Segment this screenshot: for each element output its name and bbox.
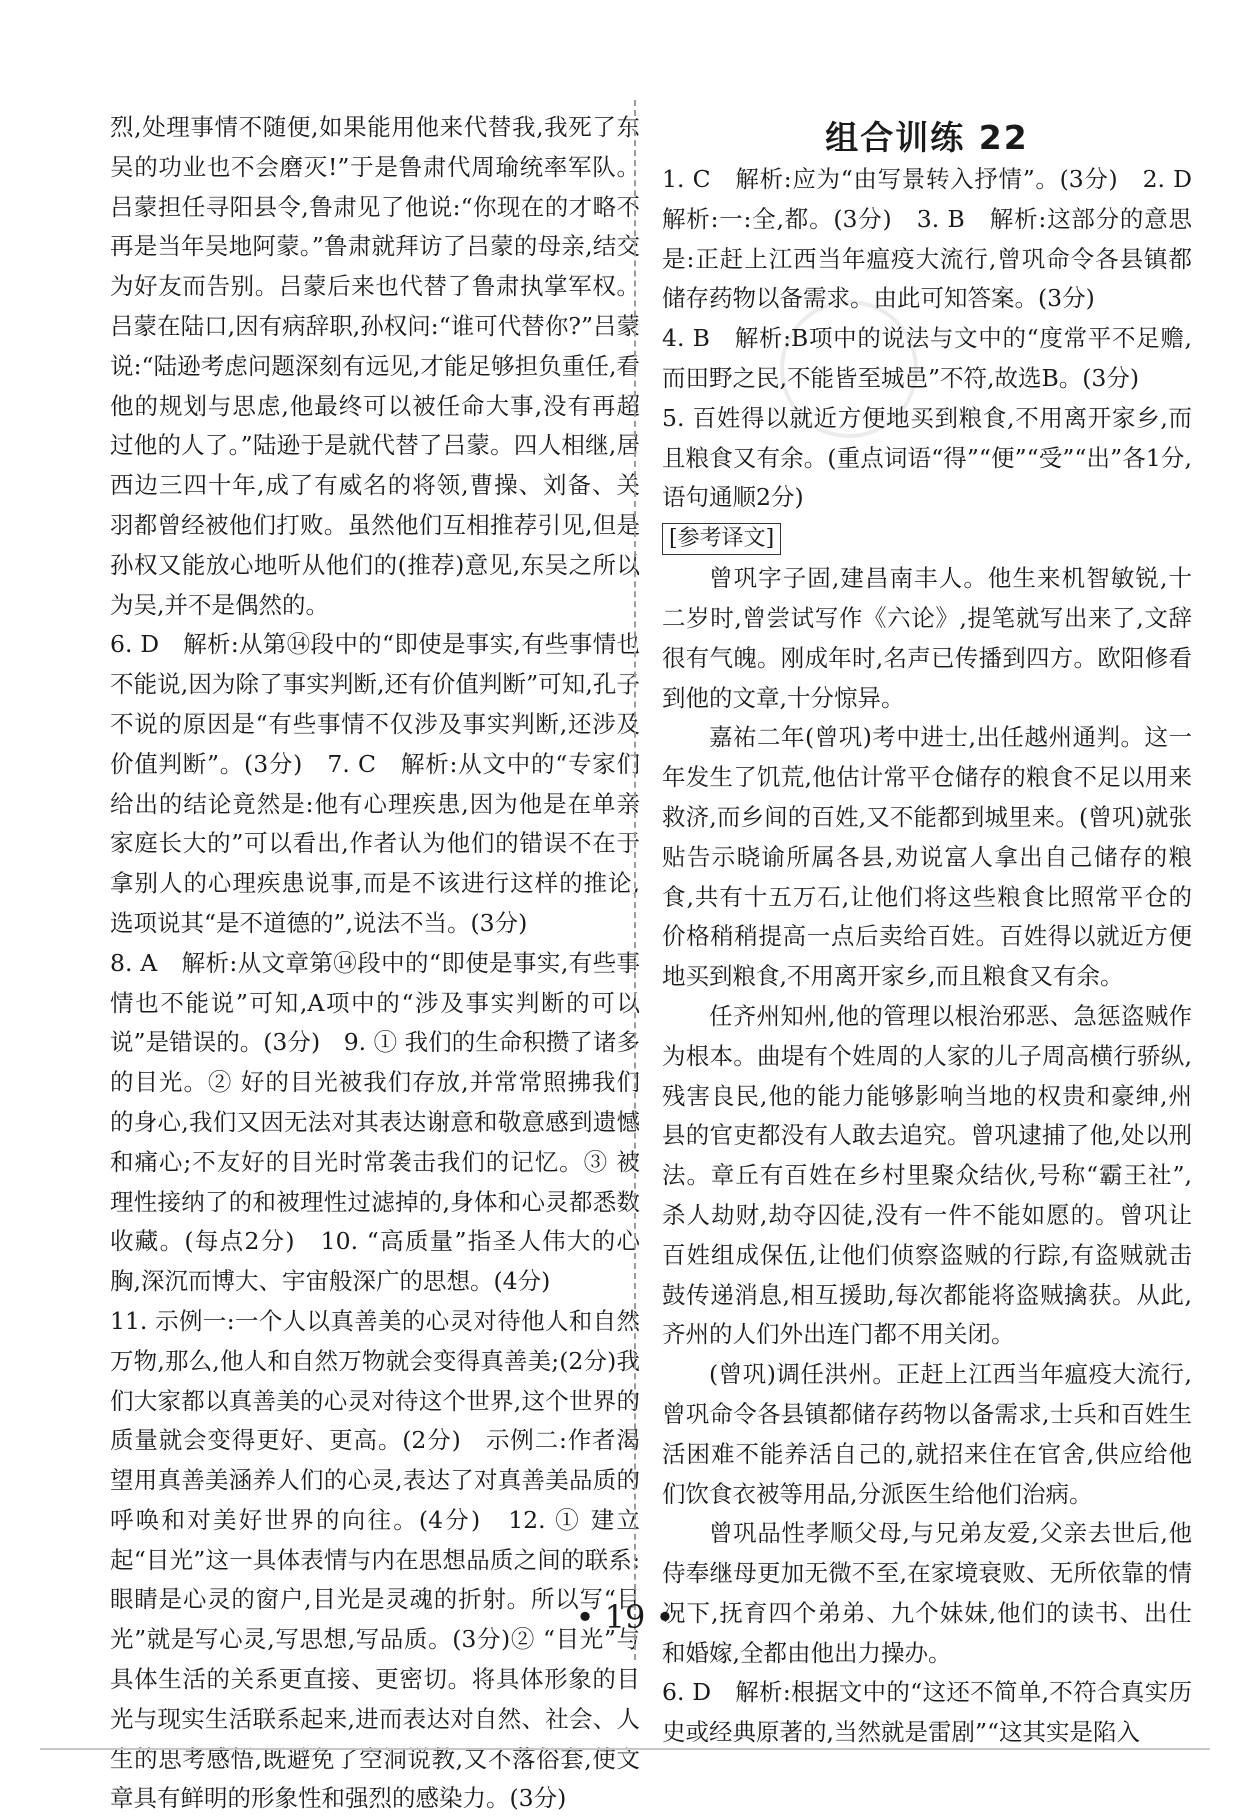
translation-paragraph: 嘉祐二年(曾巩)考中进士,出任越州通判。这一年发生了饥荒,他估计常平仓储存的粮食不足以用来救济,而乡间的百姓,又不能都到城里来。(曾巩)就张贴告示晓谕所属各县,劝说富人拿出自己储存的粮食,共有十五万石,让他们将这些粮食比照常平仓的价格稍稍提高一点后卖给百姓。百姓得以就近方便地买到粮食,不用离开家乡,而且粮食又有余。 bbox=[662, 723, 1192, 991]
left-paragraph: 烈,处理事情不随便,如果能用他来代替我,我死了东吴的功业也不会磨灭!”于是鲁肃代周瑜统率军队。吕蒙担任寻阳县令,鲁肃见了他说:“你现在的才略不再是当年吴地阿蒙。”鲁肃就拜访了吕蒙的母亲,结交为好友而告别。吕蒙后来也代替了鲁肃执掌军权。吕蒙在陆口,因有病辞职,孙权问:“谁可代替你?”吕蒙说:“陆逊考虑问题深刻有远见,才能足够担负重任,看他的规划与思虑,他最终可以被任命大事,没有再超过他的人了。”陆逊于是就代替了吕蒙。四人相继,居西边三四十年,成了有威名的将领,曹操、刘备、关羽都曾经被他们打败。虽然他们互相推荐引见,但是孙权又能放心地听从他们的(推荐)意见,东吴之所以为吴,并不是偶然的。 bbox=[110, 113, 640, 619]
translation-tag: [参考译文] bbox=[662, 523, 781, 555]
answer-5: 5. 百姓得以就近方便地买到粮食,不用离开家乡,而且粮食又有余。(重点词语“得”“便”“受”“出”各1分,语句通顺2分) bbox=[662, 403, 1192, 512]
column-divider bbox=[634, 100, 636, 1660]
translation-paragraph: 曾巩品性孝顺父母,与兄弟友爱,父亲去世后,他侍奉继母更加无微不至,在家境衰败、无所依靠的情况下,抚育四个弟弟、九个妹妹,他们的读书、出仕和婚嫁,全都由他出力操办。 bbox=[662, 1519, 1192, 1667]
answer-1-3: 1. C 解析:应为“由写景转入抒情”。(3分) 2. D 解析:一:全,都。(3分) 3. B 解析:这部分的意思是:正赶上江西当年瘟疫大流行,曾巩命令各县镇都储存药物以备需求。由此可知答案。(3分) bbox=[662, 165, 1216, 313]
page-number: • 19 • bbox=[575, 1598, 675, 1636]
left-column bbox=[110, 108, 640, 1819]
answer-6-7: 6. D 解析:从第⑭段中的“即使是事实,有些事情也不能说,因为除了事实判断,还有价值判断”可知,孔子不说的原因是“有些事情不仅涉及事实判断,还涉及价值判断”。(3分) 7. C 解析:从文中的“专家们给出的结论竟然是:他有心理疾患,因为他是在单亲家庭长大的”可以看出,作者认为他们的错误不在于拿别人的心理疾患说事,而是不该进行这样的推论,选项说其“是不道德的”,说法不当。(3分) bbox=[110, 630, 640, 937]
answer-6: 6. D 解析:根据文中的“这还不简单,不符合真实历史或经典原著的,当然就是雷剧”“这其实是陷入 bbox=[662, 1678, 1192, 1747]
section-title: 组合训练 22 bbox=[825, 118, 1029, 157]
translation-paragraph: 曾巩字子固,建昌南丰人。他生来机智敏锐,十二岁时,曾尝试写作《六论》,提笔就写出来了,文辞很有气魄。刚成年时,名声已传播到四方。欧阳修看到他的文章,十分惊异。 bbox=[662, 564, 1192, 712]
right-column bbox=[662, 160, 1216, 1753]
answer-11-12: 11. 示例一:一个人以真善美的心灵对待他人和自然万物,那么,他人和自然万物就会变得真善美;(2分)我们大家都以真善美的心灵对待这个世界,这个世界的质量就会变得更好、更高。(2分) 示例二:作者渴望用真善美涵养人们的心灵,表达了对真善美品质的呼唤和对美好世界的向往。(4分) 12. ① 建立起“目光”这一具体表情与内在思想品质之间的联系:眼睛是心灵的窗户,目光是灵魂的折射。所以写“目光”就是写心灵,写思想,写品质。(3分)② “目光”与具体生活的关系更直接、更密切。将具体形象的目光与现实生活联系起来,进而表达对自然、社会、人生的思考感悟,既避免了空洞说教,又不落俗套,使文章具有鲜明的形象性和强烈的感染力。(3分) bbox=[110, 1306, 640, 1813]
translation-paragraph: 任齐州知州,他的管理以根治邪恶、急惩盗贼作为根本。曲堤有个姓周的人家的儿子周高横行骄纵,残害良民,他的能力能够影响当地的权贵和豪绅,州县的官吏都没有人敢去追究。曾巩逮捕了他,处以刑法。章丘有百姓在乡村里聚众结伙,号称“霸王社”,杀人劫财,劫夺囚徒,没有一件不能如愿的。曾巩让百姓组成保伍,让他们侦察盗贼的行踪,有盗贼就击鼓传递消息,相互援助,每次都能将盗贼擒获。从此,齐州的人们外出连门都不用关闭。 bbox=[662, 1001, 1192, 1349]
answer-4: 4. B 解析:B项中的说法与文中的“度常平不足赡,而田野之民,不能皆至城邑”不符,故选B。(3分) bbox=[662, 324, 1192, 392]
footer-line bbox=[40, 1748, 1210, 1750]
answer-8-10: 8. A 解析:从文章第⑭段中的“即使是事实,有些事情也不能说”可知,A项中的“涉及事实判断的可以说”是错误的。(3分) 9. ① 我们的生命积攒了诸多的目光。② 好的目光被我们存放,并常常照拂我们的身心,我们又因无法对其表达谢意和敬意感到遗憾和痛心;不友好的目光时常袭击我们的记忆。③ 被理性接纳了的和被理性过滤掉的,身体和心灵都悉数收藏。(每点2分) 10. “高质量”指圣人伟大的心胸,深沉而博大、宇宙般深广的思想。(4分) bbox=[110, 948, 640, 1296]
translation-paragraph: (曾巩)调任洪州。正赶上江西当年瘟疫大流行,曾巩命令各县镇都储存药物以备需求,士兵和百姓生活困难不能养活自己的,就招来住在官舍,供应给他们饮食衣被等用品,分派医生给他们治病。 bbox=[662, 1360, 1192, 1508]
